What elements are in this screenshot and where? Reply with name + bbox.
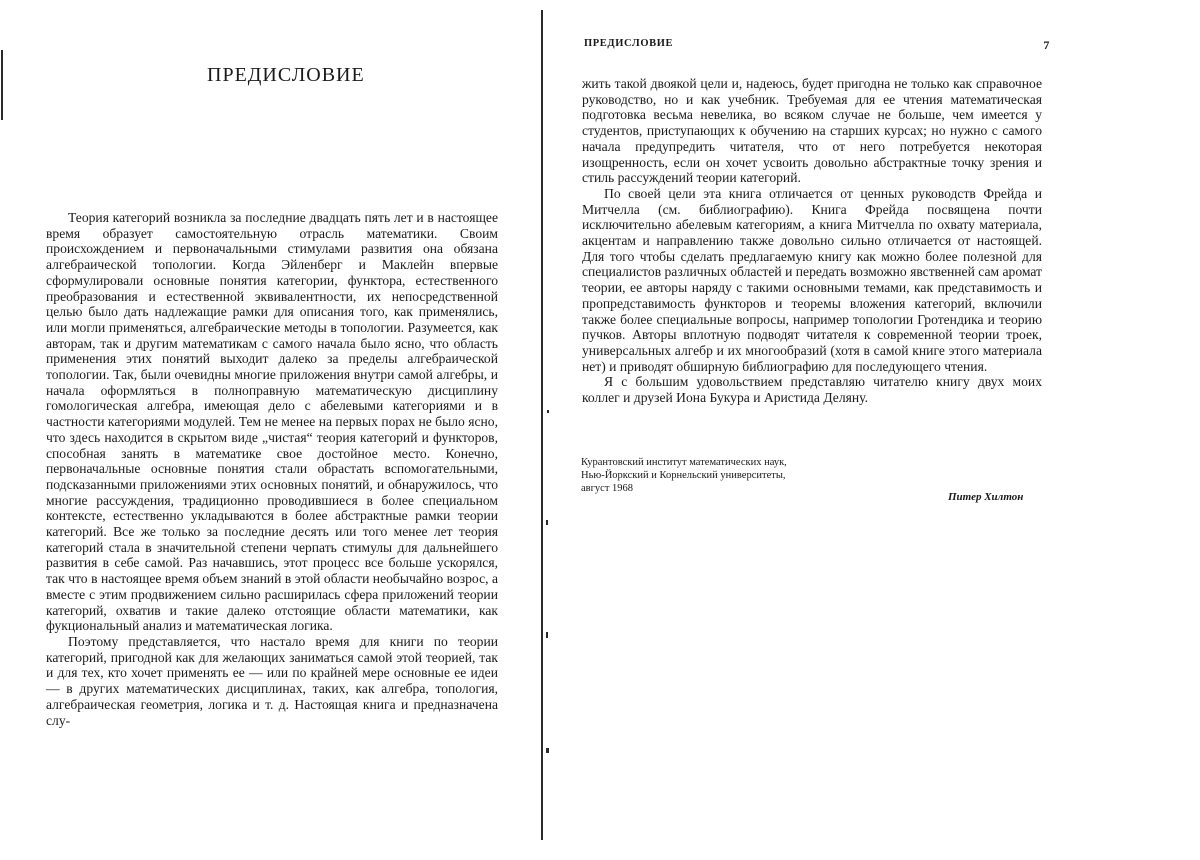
institution-line: Курантовский институт математических наук, (581, 457, 787, 468)
running-header (584, 38, 1050, 53)
left-page-body (46, 210, 498, 728)
paragraph: Поэтому представляется, что настало время для книги по теории категорий, пригодной как для желающих заниматься самой этой теорией, так и для тех, кто хочет применять ее — или по крайней мере основные ее идеи — в других математических дисциплинах, таких, как алгебра, топология, алгебраическая геометрия, логика и т. д. Настоящая книга и предназначена слу- (46, 633, 498, 728)
paragraph: Я с большим удовольствием представляю читателю книгу двух моих коллег и друзей Иона Букура и Аристида Деляну. (582, 374, 1042, 406)
right-page-body (582, 76, 1042, 406)
book-gutter-line (541, 10, 543, 840)
chapter-title: ПРЕДИСЛОВИЕ (207, 64, 365, 86)
right-page (548, 0, 1200, 860)
signature-date: август 1968 (581, 483, 634, 494)
left-page (0, 0, 540, 860)
institution-line: Нью-Йоркский и Корнельский университеты, (581, 470, 786, 481)
running-header-title: ПРЕДИСЛОВИЕ (584, 38, 674, 49)
paragraph: Теория категорий возникла за последние двадцать пять лет и в настоящее время образует самостоятельную отрасль математики. Своим происхождением и первоначальными стимулами развития она обязана алгебраической топологии. Когда Эйленберг и Маклейн впервые сформулировали основные понятия категории, функтора, естественного преобразования и естественной эквивалентности, их непосредственной целью было дать надлежащие рамки для описания того, как применялись, или могли применяться, алгебраические методы в топологии. Разумеется, как авторам, так и другим математикам с самого начала было ясно, что область применения этих понятий выходит далеко за пределы алгебраической топологии. Так, были очевидны многие приложения внутри самой алгебры, и начала оформляться в полноправную математическую дисциплину гомологическая алгебра, имеющая дело с абелевыми категориями и в частности категориями модулей. Тем не менее на первых порах не было ясно, что здесь находится в скрытом виде „чистая“ теория категорий и функторов, способная занять в математике свое достойное место. Конечно, первоначальные основные понятия стали обрастать вспомогательными, подсказанными приложениями этих основных понятий, и обнаружилось, что многие рассуждения, традиционно проводившиеся в более специальном контексте, естественно укладываются в более абстрактные рамки теории категорий. Все же только за последние десять или того менее лет теория категорий стала в значительной степени черпать стимулы для дальнейшего развития в себе самой. Раз начавшись, этот процесс все больше ускорялся, так что в настоящее время объем знаний в этой области необычайно возрос, а вместе с этим продвижением сильно расширилась сфера приложений теории категорий, охватив и такие далеко отстоящие области математики, как фукциональный анализ и математическая логика. (46, 210, 498, 634)
paragraph: жить такой двоякой цели и, надеюсь, будет пригодна не только как справочное руководство, но и как учебник. Требуемая для ее чтения математическая подготовка весьма невелика, во всяком случае не больше, чем имеется у студентов, приступающих к обучению на старших курсах; но нужно с самого начала предупредить читателя, что от него потребуется некоторая изощренность, если он хочет усвоить довольно абстрактные точку зрения и стиль рассуждений теории категорий. (582, 76, 1042, 186)
author-signature: Питер Хилтон (948, 491, 1024, 503)
paragraph: По своей цели эта книга отличается от ценных руководств Фрейда и Митчелла (см. библиографию). Книга Фрейда посвящена почти исключительно абелевым категориям, а книга Митчелла по охвату материала, акцентам и направлению также довольно сильно отличается от настоящей. Для того чтобы сделать предлагаемую книгу как можно более полезной для специалистов различных областей и передать возможно явственней сам аромат теории, ее авторы наряду с такими основными темами, как представимость и пропредставимость функторов и теоремы вложения категорий, включили также более специальные вопросы, например топологии Гротендика и теорию пучков. Авторы вплотную подводят читателя к современной теории троек, универсальных алгебр и их многообразий (хотя в самой книге этого материала нет) и приводят обширную библиографию для последующего чтения. (582, 185, 1043, 374)
signature-block (581, 456, 851, 495)
page-number: 7 (1043, 38, 1050, 52)
